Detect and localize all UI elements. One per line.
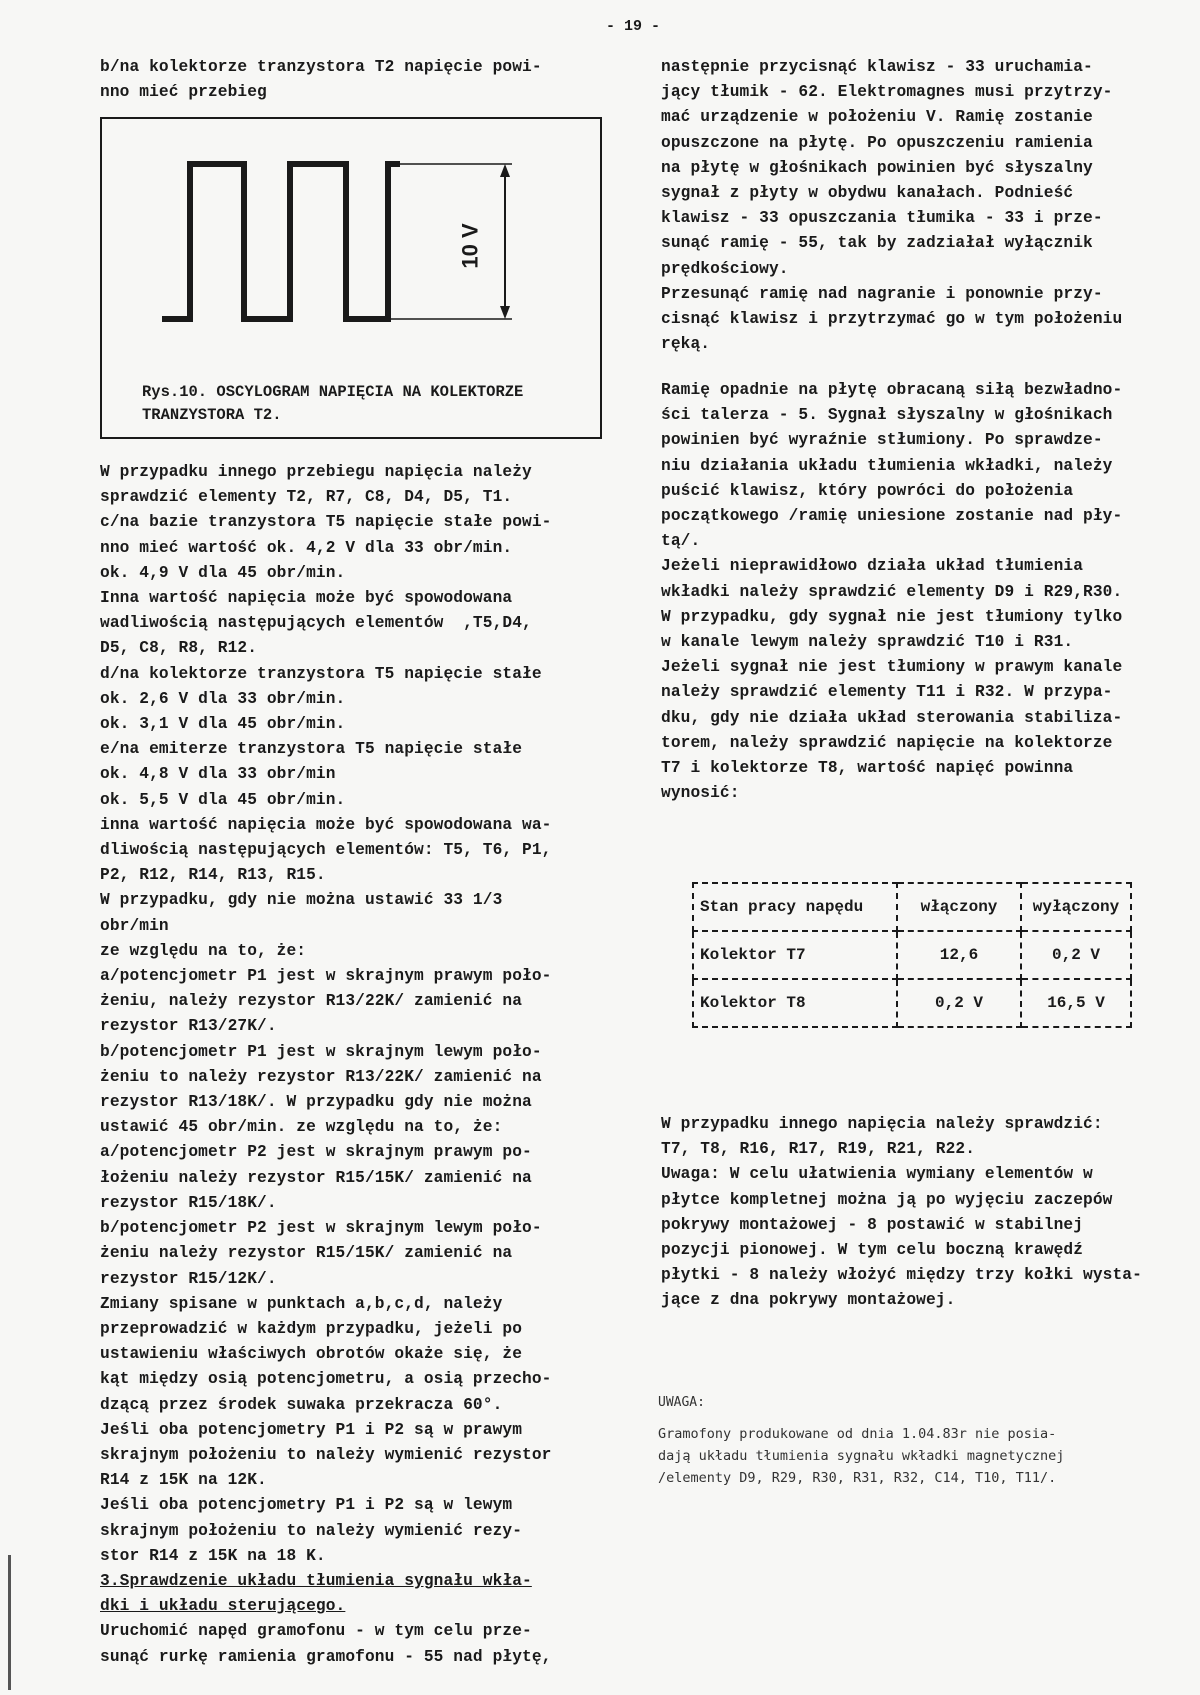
text-line: sygnał z płyty w obydwu kanałach. Podnieść <box>661 184 1074 203</box>
text-line: skrajnym położeniu to należy wymienić rezy- <box>100 1521 523 1540</box>
text-line: b/na kolektorze tranzystora T2 napięcie powi- <box>100 58 542 76</box>
text-line: rezystor R13/18K/. W przypadku gdy nie można <box>100 1093 532 1112</box>
margin-binding-line <box>8 1555 11 1690</box>
text-line: sprawdzić elementy T2, R7, C8, D4, D5, T1. <box>100 488 513 507</box>
section-heading: dki i układu sterującego. <box>100 1597 346 1616</box>
text-line: stor R14 z 15K na 18 K. <box>100 1546 326 1565</box>
text-line: ści talerza - 5. Sygnał słyszalny w głośnikach <box>661 406 1113 425</box>
text-line: torem, należy sprawdzić napięcie na kolektorze <box>661 733 1113 752</box>
table-row <box>693 931 1131 979</box>
text-line: żeniu, należy rezystor R13/22K/ zamienić na <box>100 992 523 1011</box>
text-line: płytki - 8 należy włożyć między trzy kołki wysta- <box>661 1266 1142 1285</box>
text-line: T7 i kolektorze T8, wartość napięć powinna <box>661 759 1074 778</box>
text-line: ok. 4,9 V dla 45 obr/min. <box>100 563 346 582</box>
caption-line: TRANZYSTORA T2. <box>142 406 282 424</box>
text-line: sunąć ramię - 55, tak by zadziałał wyłącznik <box>661 234 1093 253</box>
text-line: b/potencjometr P1 jest w skrajnym lewym poło- <box>100 1042 542 1061</box>
table-header: wyłączony <box>1021 883 1131 931</box>
text-line: niu działania układu tłumienia wkładki, należy <box>661 456 1113 475</box>
text-line: wkładki należy sprawdzić elementy D9 i R29,R30. <box>661 582 1123 601</box>
text-line: W przypadku innego napięcia należy sprawdzić: <box>661 1115 1103 1133</box>
text-line: Uruchomić napęd gramofonu - w tym celu prze- <box>100 1622 532 1641</box>
text-line: Inna wartość napięcia może być spowodowana <box>100 589 513 608</box>
left-column <box>100 55 580 105</box>
section-heading: 3.Sprawdzenie układu tłumienia sygnału wkła- <box>100 1571 532 1590</box>
text-line: jące z dna pokrywy montażowej. <box>661 1291 956 1310</box>
text-line: Przesunąć ramię nad nagranie i ponownie przy- <box>661 284 1103 303</box>
text-line: Jeśli oba potencjometry P1 i P2 są w prawym <box>100 1420 523 1439</box>
collector-voltage-table-wrap <box>692 882 1132 1028</box>
text-line: w kanale lewym należy sprawdzić T10 i R31. <box>661 633 1074 652</box>
text-line: nno mieć przebieg <box>100 83 267 102</box>
text-line: e/na emiterze tranzystora T5 napięcie stałe <box>100 740 523 759</box>
text-line: ustawić 45 obr/min. ze względu na to, że: <box>100 1118 503 1137</box>
text-line: D5, C8, R8, R12. <box>100 639 258 658</box>
text-line: pozycji pionowej. W tym celu boczną krawędź <box>661 1241 1084 1260</box>
text-line: klawisz - 33 opuszczania tłumika - 33 i prze- <box>661 209 1103 228</box>
table-header: Stan pracy napędu <box>693 883 897 931</box>
right-column-part-c <box>661 1112 1161 1314</box>
text-line: dliwością następujących elementów: T5, T6, P1, <box>100 841 552 860</box>
text-line: T7, T8, R16, R17, R19, R21, R22. <box>661 1140 976 1159</box>
table-cell: 12,6 <box>897 931 1021 979</box>
caption-line: Rys.10. OSCYLOGRAM NAPIĘCIA NA KOLEKTORZE <box>142 383 524 401</box>
oscillogram-figure <box>100 117 602 439</box>
note-body <box>658 1423 1128 1489</box>
left-column-body <box>100 460 580 1670</box>
voltage-label: 10 V <box>457 223 483 269</box>
text-line: a/potencjometr P2 jest w skrajnym prawym po- <box>100 1143 532 1162</box>
text-line: Ramię opadnie na płytę obracaną siłą bezwładno- <box>661 381 1123 399</box>
text-line: pokrywy montażowej - 8 postawić w stabilnej <box>661 1215 1084 1234</box>
text-line: Jeżeli nieprawidłowo działa układ tłumienia <box>661 557 1084 576</box>
figure-caption <box>142 381 582 427</box>
text-line: dku, gdy nie działa układ sterowania stabiliza- <box>661 708 1123 727</box>
text-line: należy sprawdzić elementy T11 i R32. W przypa- <box>661 683 1113 702</box>
text-line: Jeżeli sygnał nie jest tłumiony w prawym kanale <box>661 658 1123 677</box>
right-column-part-b <box>661 378 1161 806</box>
table-cell: Kolektor T7 <box>693 931 897 979</box>
text-line: prędkościowy. <box>661 259 789 278</box>
table-cell: 0,2 V <box>897 979 1021 1027</box>
text-line: kąt między osią potencjometru, a osią przecho- <box>100 1370 552 1389</box>
text-line: W przypadku, gdy sygnał nie jest tłumiony tylko <box>661 607 1123 626</box>
text-line: puścić klawisz, który powróci do położenia <box>661 481 1074 500</box>
text-line: płytce kompletnej można ją po wyjęciu zaczepów <box>661 1190 1113 1209</box>
text-line: inna wartość napięcia może być spowodowana wa- <box>100 815 552 834</box>
table-header: włączony <box>897 883 1021 931</box>
collector-voltage-table <box>692 882 1132 1028</box>
text-line: skrajnym położeniu to należy wymienić rezystor <box>100 1445 552 1464</box>
page-number: - 19 - <box>606 18 661 35</box>
note-line: /elementy D9, R29, R30, R31, R32, C14, T10, T11/. <box>658 1470 1057 1486</box>
text-line: sunąć rurkę ramienia gramofonu - 55 nad płytę, <box>100 1647 552 1666</box>
text-line: opuszczone na płytę. Po opuszczeniu ramienia <box>661 133 1093 152</box>
text-line: początkowego /ramię uniesione zostanie nad pły- <box>661 507 1123 526</box>
text-line: wadliwością następujących elementów ,T5,D4, <box>100 614 532 633</box>
text-line: a/potencjometr P1 jest w skrajnym prawym poło- <box>100 967 552 986</box>
text-line: żeniu to należy rezystor R13/22K/ zamienić na <box>100 1067 542 1086</box>
text-line: tą/. <box>661 532 701 551</box>
text-line: R14 z 15K na 12K. <box>100 1471 267 1490</box>
text-line: łożeniu należy rezystor R15/15K/ zamienić na <box>100 1168 532 1187</box>
text-line: d/na kolektorze tranzystora T5 napięcie stałe <box>100 664 542 683</box>
text-line: Uwaga: W celu ułatwienia wymiany elementów w <box>661 1165 1093 1184</box>
text-line: dzącą przez środek suwaka przekracza 60°. <box>100 1395 503 1414</box>
text-line: jący tłumik - 62. Elektromagnes musi przytrzy- <box>661 83 1113 102</box>
text-line: rezystor R15/12K/. <box>100 1269 277 1288</box>
text-line: na płytę w głośnikach powinien być słyszalny <box>661 158 1093 177</box>
text-line: P2, R12, R14, R13, R15. <box>100 866 326 885</box>
table-header-row <box>693 883 1131 931</box>
text-line: ręką. <box>661 335 711 354</box>
text-line: powinien być wyraźnie stłumiony. Po sprawdze- <box>661 431 1103 450</box>
voltage-label-holder <box>457 211 512 291</box>
text-line: ok. 2,6 V dla 33 obr/min. <box>100 689 346 708</box>
text-line: rezystor R15/18K/. <box>100 1193 277 1212</box>
text-line: ze względu na to, że: <box>100 941 307 960</box>
table-cell: 0,2 V <box>1021 931 1131 979</box>
text-line: b/potencjometr P2 jest w skrajnym lewym poło- <box>100 1219 542 1238</box>
text-line: żeniu należy rezystor R15/15K/ zamienić na <box>100 1244 513 1263</box>
text-line: Zmiany spisane w punktach a,b,c,d, należy <box>100 1294 503 1313</box>
text-line: rezystor R13/27K/. <box>100 1017 277 1036</box>
text-line: przeprowadzić w każdym przypadku, jeżeli po <box>100 1319 523 1338</box>
text-line: Jeśli oba potencjometry P1 i P2 są w lewym <box>100 1496 513 1515</box>
note-line: Gramofony produkowane od dnia 1.04.83r nie posia- <box>658 1426 1057 1442</box>
text-line: ok. 3,1 V dla 45 obr/min. <box>100 715 346 734</box>
note-line: dają układu tłumienia sygnału wkładki magnetycznej <box>658 1448 1065 1464</box>
text-line: następnie przycisnąć klawisz - 33 uruchamia- <box>661 58 1093 76</box>
table-cell: Kolektor T8 <box>693 979 897 1027</box>
table-cell: 16,5 V <box>1021 979 1131 1027</box>
text-line: wynosić: <box>661 784 740 803</box>
note-title: UWAGA: <box>658 1395 705 1410</box>
text-line: ok. 5,5 V dla 45 obr/min. <box>100 790 346 809</box>
text-line: ustawieniu właściwych obrotów okaże się, że <box>100 1345 523 1364</box>
text-line: nno mieć wartość ok. 4,2 V dla 33 obr/min. <box>100 538 513 557</box>
text-line: ok. 4,8 V dla 33 obr/min <box>100 765 336 784</box>
text-line: mać urządzenie w położeniu V. Ramię zostanie <box>661 108 1093 127</box>
right-column-part-a <box>661 55 1161 357</box>
text-line: c/na bazie tranzystora T5 napięcie stałe powi- <box>100 513 552 532</box>
text-line: cisnąć klawisz i przytrzymać go w tym położeniu <box>661 310 1123 329</box>
table-row <box>693 979 1131 1027</box>
text-line: W przypadku innego przebiegu napięcia należy <box>100 463 532 481</box>
text-line: W przypadku, gdy nie można ustawić 33 1/3 obr/min <box>100 891 513 935</box>
